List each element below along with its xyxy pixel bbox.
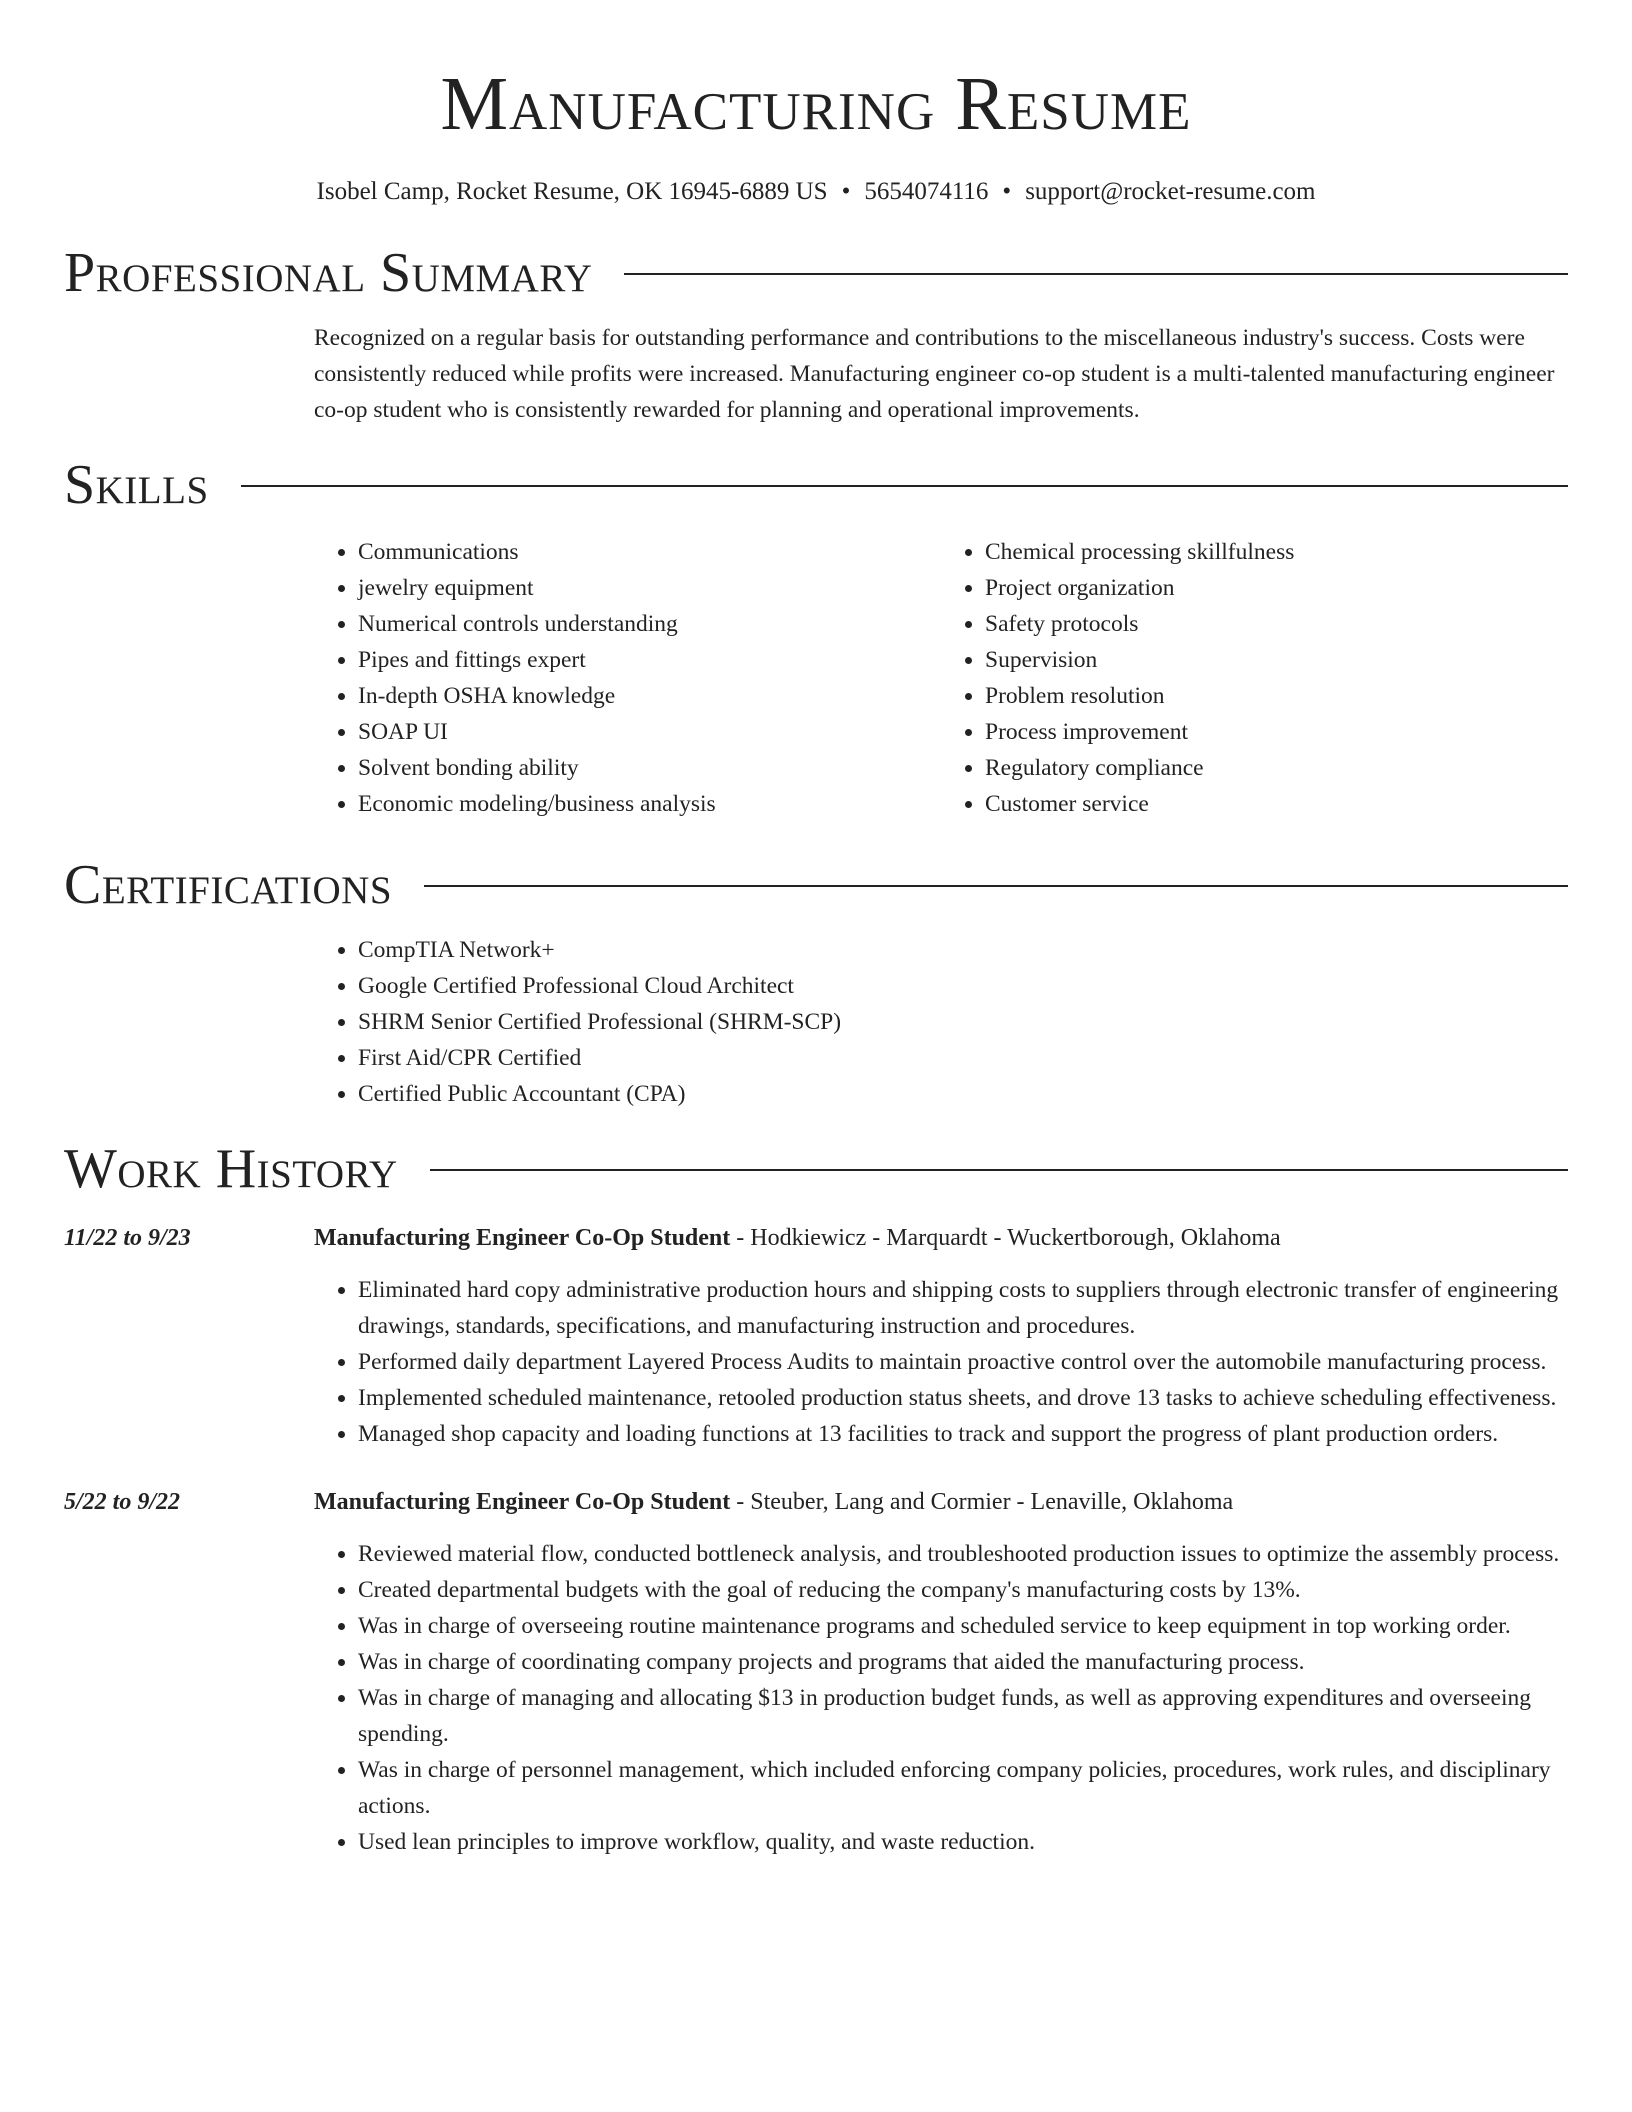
section-divider [424, 885, 1568, 887]
certifications-heading: Certifications [64, 854, 393, 916]
job-bullets [314, 1272, 1568, 1452]
skill-item: • Customer service [985, 786, 1568, 822]
skills-list-left [314, 534, 941, 822]
certification-item: • Google Certified Professional Cloud Architect [358, 968, 1568, 1004]
contact-email: support@rocket-resume.com [1025, 178, 1316, 205]
work-section-header [64, 1134, 1568, 1204]
contact-address: Isobel Camp, Rocket Resume, OK 16945-6889 US [316, 178, 828, 205]
skill-item: • Numerical controls understanding [358, 606, 941, 642]
skill-item: • Project organization [985, 570, 1568, 606]
skills-grid [314, 534, 1568, 822]
job-bullet: • Managed shop capacity and loading functions at 13 facilities to track and support the progress of plant production orders. [358, 1416, 1568, 1452]
job-bullet: • Implemented scheduled maintenance, retooled production status sheets, and drove 13 tasks to achieve scheduling effectiveness. [358, 1380, 1568, 1416]
job-bullets [314, 1536, 1568, 1860]
section-divider [241, 485, 1568, 487]
section-divider [430, 1169, 1568, 1171]
job-entry [64, 1220, 1568, 1452]
job-entry [64, 1484, 1568, 1860]
skill-item: • Problem resolution [985, 678, 1568, 714]
job-bullet: • Was in charge of managing and allocating $13 in production budget funds, as well as approving expenditures and overseeing spending. [358, 1680, 1568, 1752]
summary-section-header [64, 238, 1568, 308]
summary-heading: Professional Summary [64, 242, 593, 304]
certification-item: • Certified Public Accountant (CPA) [358, 1076, 1568, 1112]
skill-item: • Safety protocols [985, 606, 1568, 642]
skill-item: • Supervision [985, 642, 1568, 678]
certification-item: • CompTIA Network+ [358, 932, 1568, 968]
certification-item: • SHRM Senior Certified Professional (SHRM-SCP) [358, 1004, 1568, 1040]
certifications-block [314, 932, 1568, 1112]
skill-item: • Solvent bonding ability [358, 750, 941, 786]
skill-item: • Chemical processing skillfulness [985, 534, 1568, 570]
contact-separator: • [1002, 178, 1012, 205]
summary-text: Recognized on a regular basis for outstanding performance and contributions to the miscellaneous industry's success. Costs were consistently reduced while profits were increased. Manufacturing engineer co-op student is a multi-talented manufacturing engineer co-op student who is consistently rewarded for planning and operational improvements. [314, 325, 1555, 423]
job-bullet: • Reviewed material flow, conducted bottleneck analysis, and troubleshooted production issues to optimize the assembly process. [358, 1536, 1568, 1572]
skill-item: • Process improvement [985, 714, 1568, 750]
job-dates: 5/22 to 9/22 [64, 1489, 181, 1515]
skill-item: • SOAP UI [358, 714, 941, 750]
skill-item: • In-depth OSHA knowledge [358, 678, 941, 714]
certifications-list [314, 932, 1568, 1112]
job-bullet: • Eliminated hard copy administrative production hours and shipping costs to suppliers through electronic transfer of engineering drawings, standards, specifications, and manufacturing instruction and procedures. [358, 1272, 1568, 1344]
contact-separator: • [841, 178, 851, 205]
contact-line [64, 176, 1568, 208]
job-employer-location: - Hodkiewicz - Marquardt - Wuckertborough, Oklahoma [730, 1225, 1281, 1251]
skill-item: • Regulatory compliance [985, 750, 1568, 786]
job-bullet: • Performed daily department Layered Process Audits to maintain proactive control over the automobile manufacturing process. [358, 1344, 1568, 1380]
job-bullet: • Used lean principles to improve workflow, quality, and waste reduction. [358, 1824, 1568, 1860]
contact-phone: 5654074116 [864, 178, 989, 205]
skill-item: • jewelry equipment [358, 570, 941, 606]
certifications-section-header [64, 850, 1568, 920]
job-title: Manufacturing Engineer Co-Op Student [314, 1225, 731, 1251]
job-employer-location: - Steuber, Lang and Cormier - Lenaville, Oklahoma [730, 1489, 1234, 1515]
resume-title: Manufacturing Resume [440, 62, 1192, 146]
skills-section-header [64, 450, 1568, 520]
job-body [314, 1220, 1568, 1452]
skills-list-right [941, 534, 1568, 822]
job-bullet: • Was in charge of coordinating company projects and programs that aided the manufacturing process. [358, 1644, 1568, 1680]
job-bullet: • Was in charge of personnel management, which included enforcing company policies, procedures, work rules, and disciplinary actions. [358, 1752, 1568, 1824]
job-bullet: • Was in charge of overseeing routine maintenance programs and scheduled service to keep equipment in top working order. [358, 1608, 1568, 1644]
skill-item: • Pipes and fittings expert [358, 642, 941, 678]
job-body [314, 1484, 1568, 1860]
job-bullet: • Created departmental budgets with the goal of reducing the company's manufacturing costs by 13%. [358, 1572, 1568, 1608]
job-title-line [314, 1484, 1568, 1520]
section-divider [624, 273, 1568, 275]
job-dates: 11/22 to 9/23 [64, 1225, 191, 1251]
skills-heading: Skills [64, 454, 209, 516]
certification-item: • First Aid/CPR Certified [358, 1040, 1568, 1076]
job-title-line [314, 1220, 1568, 1256]
job-title: Manufacturing Engineer Co-Op Student [314, 1489, 731, 1515]
skill-item: • Economic modeling/business analysis [358, 786, 941, 822]
skill-item: • Communications [358, 534, 941, 570]
work-heading: Work History [64, 1138, 398, 1200]
